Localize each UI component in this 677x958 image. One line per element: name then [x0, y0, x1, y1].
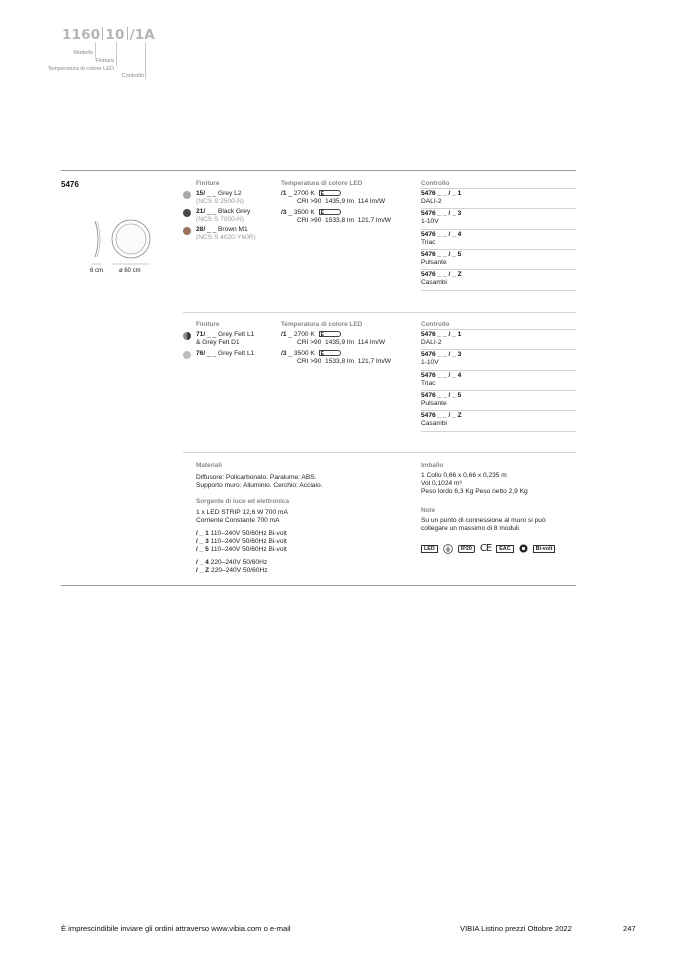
section-rule: [61, 170, 576, 171]
control-code: 5476 _ _ / _ Z: [421, 271, 462, 278]
legend-label-model: Modello: [73, 50, 93, 56]
legend-code: [62, 27, 155, 43]
ce-mark-icon: CE: [479, 543, 492, 554]
energy-class: E: [320, 210, 324, 216]
control-rule: [421, 188, 576, 189]
finish-swatch-split: [183, 332, 191, 340]
materials-line: Supporto muro: Alluminio. Cerchio: Acciaio.: [196, 482, 323, 490]
packaging-line: 1 Collo 0,66 x 0,66 x 0,235 m: [421, 472, 507, 479]
led-cri: CRI >90: [297, 198, 322, 206]
led-efficacy: 121,7 lm/W: [357, 358, 392, 366]
energy-label-icon: [319, 209, 341, 215]
led-icon: LED: [421, 545, 438, 553]
section-rule: [183, 452, 576, 453]
control-code: 5476 _ _ / _ Z: [421, 412, 462, 419]
page-number: 247: [623, 924, 636, 933]
voltage-code: / _ Z: [196, 567, 210, 575]
control-heading: Controllo: [421, 180, 450, 187]
voltage-list: [196, 559, 268, 575]
finish-swatch: [183, 227, 191, 235]
led-code: /3: [281, 350, 287, 357]
control-item: [421, 392, 576, 408]
ground-icon: [443, 544, 453, 554]
legend-separator: [102, 27, 103, 40]
energy-class: E: [320, 191, 324, 197]
control-code: 5476 _ _ / _ 5: [421, 251, 462, 258]
notes-text: [421, 517, 546, 533]
footer-brand: VIBIA Listino prezzi Ottobre 2022: [460, 924, 572, 933]
finish-item: [183, 331, 254, 347]
control-code: 5476 _ _ / _ 4: [421, 372, 462, 379]
control-item: [421, 331, 576, 347]
finish-name: Grey L2: [218, 190, 242, 197]
energy-class: E: [320, 332, 324, 338]
control-name: Triac: [421, 380, 436, 387]
footer-note: È imprescindibile inviare gli ordini attraverso www.vibia.com o e-mail: [61, 924, 291, 933]
finish-item: [183, 208, 250, 224]
voltage-text: 220–240V 50/60Hz: [211, 567, 268, 575]
control-heading: Controllo: [421, 321, 450, 328]
certification-icons: [421, 543, 555, 554]
led-item: [281, 331, 385, 347]
product-code: 5476: [61, 180, 79, 189]
source-heading: Sorgente di luce ed elettronica: [196, 498, 290, 505]
finish-blank: _ _: [207, 350, 217, 357]
legend-label-led: Temperatura di colore LED: [47, 66, 114, 72]
voltage-code: / _ 1: [196, 530, 209, 537]
led-item: [281, 350, 391, 366]
control-item: [421, 210, 576, 226]
finishes-heading: Finiture: [196, 180, 220, 187]
front-view-inner: [116, 224, 146, 254]
finish-swatch: [183, 209, 191, 217]
control-item: [421, 190, 576, 206]
finish-code: 21/: [196, 208, 206, 215]
led-code: /1: [281, 190, 287, 197]
legend-label-control: Controllo: [121, 73, 144, 79]
finish-swatch: [183, 191, 191, 199]
finish-name: Grey Felt L1: [218, 331, 255, 338]
control-rule: [421, 269, 576, 270]
finish-blank: _ _: [207, 226, 217, 233]
finish-code: 76/: [196, 350, 206, 357]
finish-item: [183, 190, 244, 206]
voltage-text: 110–240V 50/60Hz Bi-volt: [210, 538, 287, 546]
finish-blank: _ _: [207, 208, 217, 215]
notes-heading: Note: [421, 507, 436, 514]
energy-label-icon: [319, 190, 341, 196]
ul-mark-icon: [519, 544, 528, 553]
energy-label-icon: [319, 350, 341, 356]
control-code: 5476 _ _ / _ 1: [421, 190, 462, 197]
dim-depth: 6 cm: [90, 268, 104, 274]
led-efficacy: 114 lm/W: [357, 198, 386, 206]
control-code: 5476 _ _ / _ 3: [421, 351, 462, 358]
finish-item: [183, 350, 254, 358]
control-name: 1-10V: [421, 359, 439, 366]
section-rule: [61, 585, 576, 586]
led-heading: Temperatura di colore LED: [281, 180, 363, 187]
control-item: [421, 412, 576, 428]
control-rule: [421, 329, 576, 330]
led-temp: 3500 K: [293, 209, 315, 216]
finish-name: Brown M1: [218, 226, 248, 233]
finish-name: Black Grey: [218, 208, 251, 215]
voltage-text: 110–240V 50/60Hz Bi-volt: [210, 530, 287, 537]
control-rule: [421, 229, 576, 230]
side-view-shape: [95, 221, 98, 257]
control-rule: [421, 370, 576, 371]
control-name: Casambi: [421, 279, 448, 286]
led-cri: CRI >90: [297, 217, 322, 225]
led-lumen: 1533,8 lm: [325, 217, 355, 225]
finish-ncs: (NCS S 4020-Y60R): [196, 234, 256, 242]
led-temp: 3500 K: [293, 350, 315, 357]
led-cri: CRI >90: [297, 358, 322, 366]
led-blank: _: [288, 209, 293, 216]
led-lumen: 1435,9 lm: [325, 198, 355, 206]
control-item: [421, 351, 576, 367]
voltage-text: 220–240V 50/60Hz: [210, 559, 268, 566]
control-item: [421, 372, 576, 388]
control-item: [421, 231, 576, 247]
voltage-code: / _ 3: [196, 538, 209, 546]
packaging-text: [421, 472, 528, 497]
control-name: 1-10V: [421, 218, 439, 225]
finish-ncs: (NCS S 2500-N): [196, 198, 245, 206]
bivolt-icon: Bi-volt: [533, 545, 556, 553]
control-rule: [421, 349, 576, 350]
led-blank: _: [288, 331, 293, 338]
notes-line: collegare un massimo di 8 moduli.: [421, 525, 521, 533]
led-temp: 2700 K: [293, 331, 315, 338]
legend-tick: [95, 42, 96, 58]
led-lumen: 1435,9 lm: [325, 339, 355, 347]
finishes-heading: Finiture: [196, 321, 220, 328]
eac-mark-icon: EAC: [496, 545, 513, 553]
control-item: [421, 251, 576, 267]
control-rule: [421, 290, 576, 291]
legend-code-finish: 10: [105, 27, 125, 43]
led-heading: Temperatura di colore LED: [281, 321, 363, 328]
led-code: /1: [281, 331, 287, 338]
led-efficacy: 114 lm/W: [357, 339, 386, 347]
control-item: [421, 271, 576, 287]
materials-line: Diffusore: Policarbonato. Paralume: ABS.: [196, 474, 317, 481]
control-code: 5476 _ _ / _ 3: [421, 210, 462, 217]
control-name: DALI-2: [421, 339, 442, 346]
source-text: [196, 509, 288, 525]
materials-text: [196, 474, 322, 490]
control-name: DALI-2: [421, 198, 442, 205]
finish-name-line2: & Grey Felt D1: [196, 339, 240, 347]
notes-line: Su un punto di connessione al muro si può: [421, 517, 546, 524]
legend-label-finish: Finitura: [95, 58, 114, 64]
control-name: Pulsante: [421, 259, 447, 266]
finish-blank: _ _: [207, 331, 217, 338]
finish-ncs: (NCS S 7000-N): [196, 216, 245, 224]
control-rule: [421, 249, 576, 250]
led-blank: _: [288, 350, 293, 357]
control-name: Casambi: [421, 420, 448, 427]
legend-tick: [145, 42, 146, 79]
voltage-code: / _ 4: [196, 559, 209, 566]
legend-code-model: 1160: [62, 27, 101, 43]
section-rule: [183, 312, 576, 313]
packaging-line: Peso lordo 6,3 Kg Peso netto 2,9 Kg: [421, 488, 528, 496]
finish-swatch: [183, 351, 191, 359]
voltage-code: / _ 5: [196, 546, 209, 554]
finish-code: 15/: [196, 190, 206, 197]
control-code: 5476 _ _ / _ 5: [421, 392, 462, 399]
led-blank: _: [288, 190, 293, 197]
legend-separator: [127, 27, 128, 40]
finish-code: 71/: [196, 331, 206, 338]
control-rule: [421, 208, 576, 209]
ip-rating-icon: IP20: [458, 545, 475, 553]
led-code: /3: [281, 209, 287, 216]
control-rule: [421, 390, 576, 391]
source-line: Corriente Constante 700 mA: [196, 517, 280, 525]
led-item: [281, 190, 385, 206]
control-name: Pulsante: [421, 400, 447, 407]
source-line: 1 x LED STRIP 12,6 W 700 mA: [196, 509, 288, 516]
legend-tick: [116, 42, 117, 66]
led-item: [281, 209, 391, 225]
led-efficacy: 121,7 lm/W: [357, 217, 392, 225]
packaging-line: Vol 0,1024 m³: [421, 480, 462, 488]
control-code: 5476 _ _ / _ 1: [421, 331, 462, 338]
led-cri: CRI >90: [297, 339, 322, 347]
energy-label-icon: [319, 331, 341, 337]
energy-class: E: [320, 351, 324, 357]
voltage-list: [196, 530, 287, 555]
led-temp: 2700 K: [293, 190, 315, 197]
control-code: 5476 _ _ / _ 4: [421, 231, 462, 238]
finish-code: 28/: [196, 226, 206, 233]
side-view-shape: [97, 221, 100, 257]
finish-name: Grey Felt L1: [218, 350, 255, 357]
legend-code-control: /1A: [129, 27, 155, 43]
control-rule: [421, 410, 576, 411]
finish-blank: _ _: [207, 190, 217, 197]
led-lumen: 1533,8 lm: [325, 358, 355, 366]
control-rule: [421, 431, 576, 432]
voltage-text: 110–240V 50/60Hz Bi-volt: [210, 546, 287, 554]
packaging-heading: Imballo: [421, 462, 444, 469]
control-name: Triac: [421, 239, 436, 246]
dim-diameter: ø 60 cm: [119, 268, 141, 274]
materials-heading: Materiali: [196, 462, 222, 469]
finish-item: [183, 226, 256, 242]
